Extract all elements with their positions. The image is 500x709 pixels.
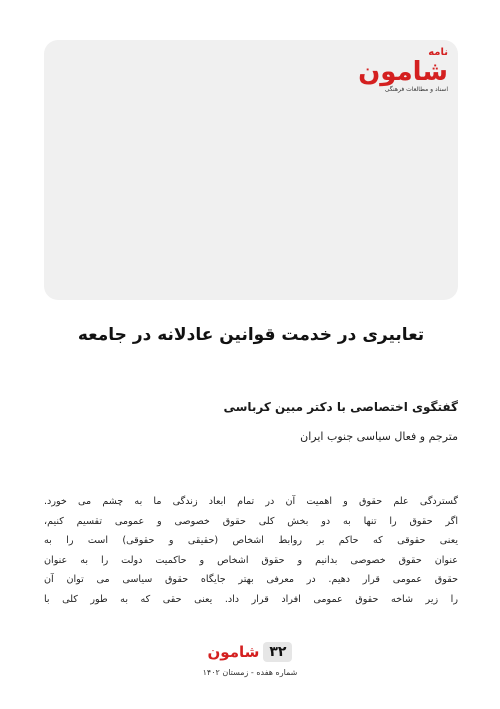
- body-line: عنوان حقوق خصوصی بدانیم و حقوق اشخاص و حاکمیت دولت را به عنوان: [44, 554, 458, 566]
- interviewee-role: مترجم و فعال سیاسی جنوب ایران: [300, 430, 458, 443]
- article-body: [44, 492, 458, 610]
- body-line: را زیر شاخه حقوق عمومی افراد قرار داد. یعنی حقی که به طور کلی با: [44, 593, 458, 605]
- logo-small-text: نامه: [428, 47, 448, 58]
- logo-subtitle: اسناد و مطالعات فرهنگی: [384, 86, 448, 93]
- footer-logo: شامون: [207, 643, 260, 661]
- body-line: حقوق عمومی قرار دهیم. در معرفی بهتر جایگاه حقوق سیاسی می توان آن: [44, 574, 458, 586]
- issue-info: شماره هفده - زمستان ۱۴۰۲: [202, 668, 298, 677]
- image-placeholder-panel: [44, 40, 458, 300]
- magazine-logo: [348, 48, 448, 106]
- page-number: ۳۲: [263, 642, 292, 662]
- page-footer: [200, 642, 300, 677]
- logo-main-text: شامون: [358, 57, 448, 87]
- article-subtitle: گفتگوی اختصاصی با دکتر مبین کرباسی: [223, 400, 458, 414]
- body-line: اگر حقوق را تنها به دو بخش کلی حقوق خصوصی و عمومی تقسیم کنیم،: [44, 515, 458, 527]
- body-line: گستردگی علم حقوق و اهمیت آن در تمام ابعاد زندگی ما به چشم می خورد.: [44, 496, 458, 507]
- article-title: تعابیری در خدمت قوانین عادلانه در جامعه: [77, 325, 425, 345]
- body-line: یعنی حقوقی که حاکم بر روابط اشخاص (حقیقی و حقوقی) است را به: [44, 535, 458, 547]
